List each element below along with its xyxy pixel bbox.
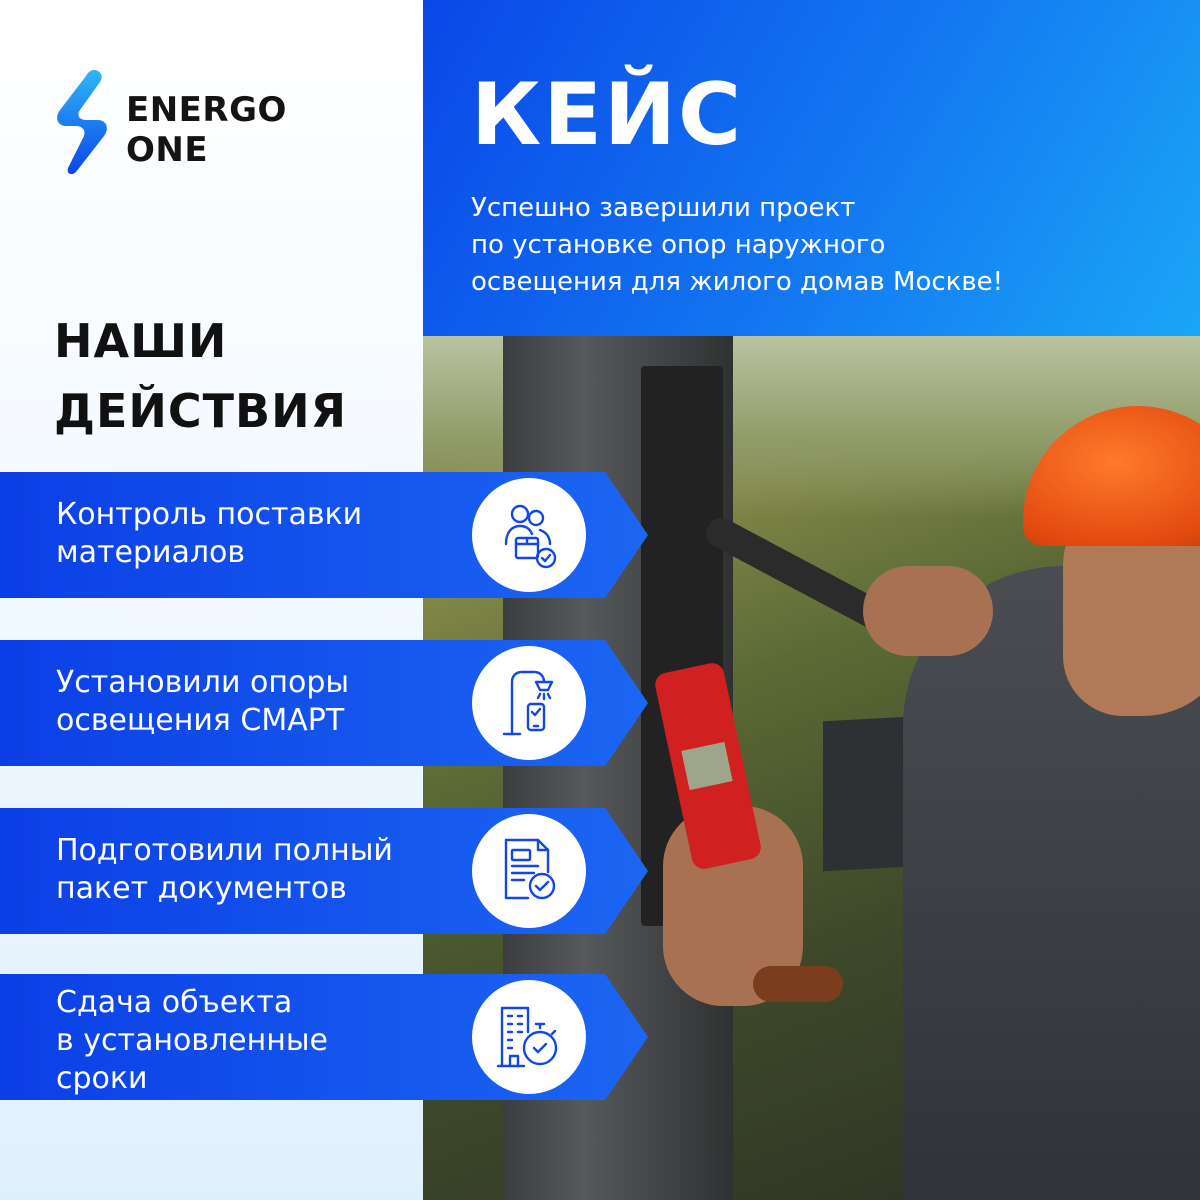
- action-label: Установили опоры освещения СМАРТ: [56, 665, 350, 738]
- lightning-bolt-icon: [54, 68, 114, 176]
- action-icon-circle: [472, 814, 586, 928]
- delivery-check-icon: [494, 500, 564, 570]
- action-icon-circle: [472, 478, 586, 592]
- brand-name-line1: ENERGO: [126, 90, 287, 130]
- section-title: [54, 306, 347, 446]
- brand-logo: [54, 68, 314, 178]
- case-title: КЕЙС: [471, 65, 744, 165]
- section-title-line2: ДЕЙСТВИЯ: [54, 384, 348, 438]
- brand-name-line2: ONE: [126, 130, 209, 170]
- action-label: Подготовили полный пакет документов: [56, 833, 393, 906]
- action-icon-circle: [472, 646, 586, 760]
- brand-name: [126, 90, 287, 170]
- action-label: Контроль поставки материалов: [56, 497, 363, 570]
- document-check-icon: [494, 836, 564, 906]
- section-title-line1: НАШИ: [54, 314, 228, 368]
- action-label: Сдача объекта в установленные сроки: [56, 985, 328, 1096]
- action-icon-circle: [472, 980, 586, 1094]
- case-subtitle: Успешно завершили проект по установке опор наружного освещения для жилого домав Москве!: [471, 193, 1004, 297]
- smart-streetlight-icon: [494, 668, 564, 738]
- case-header: [423, 0, 1200, 336]
- building-deadline-icon: [494, 1002, 564, 1072]
